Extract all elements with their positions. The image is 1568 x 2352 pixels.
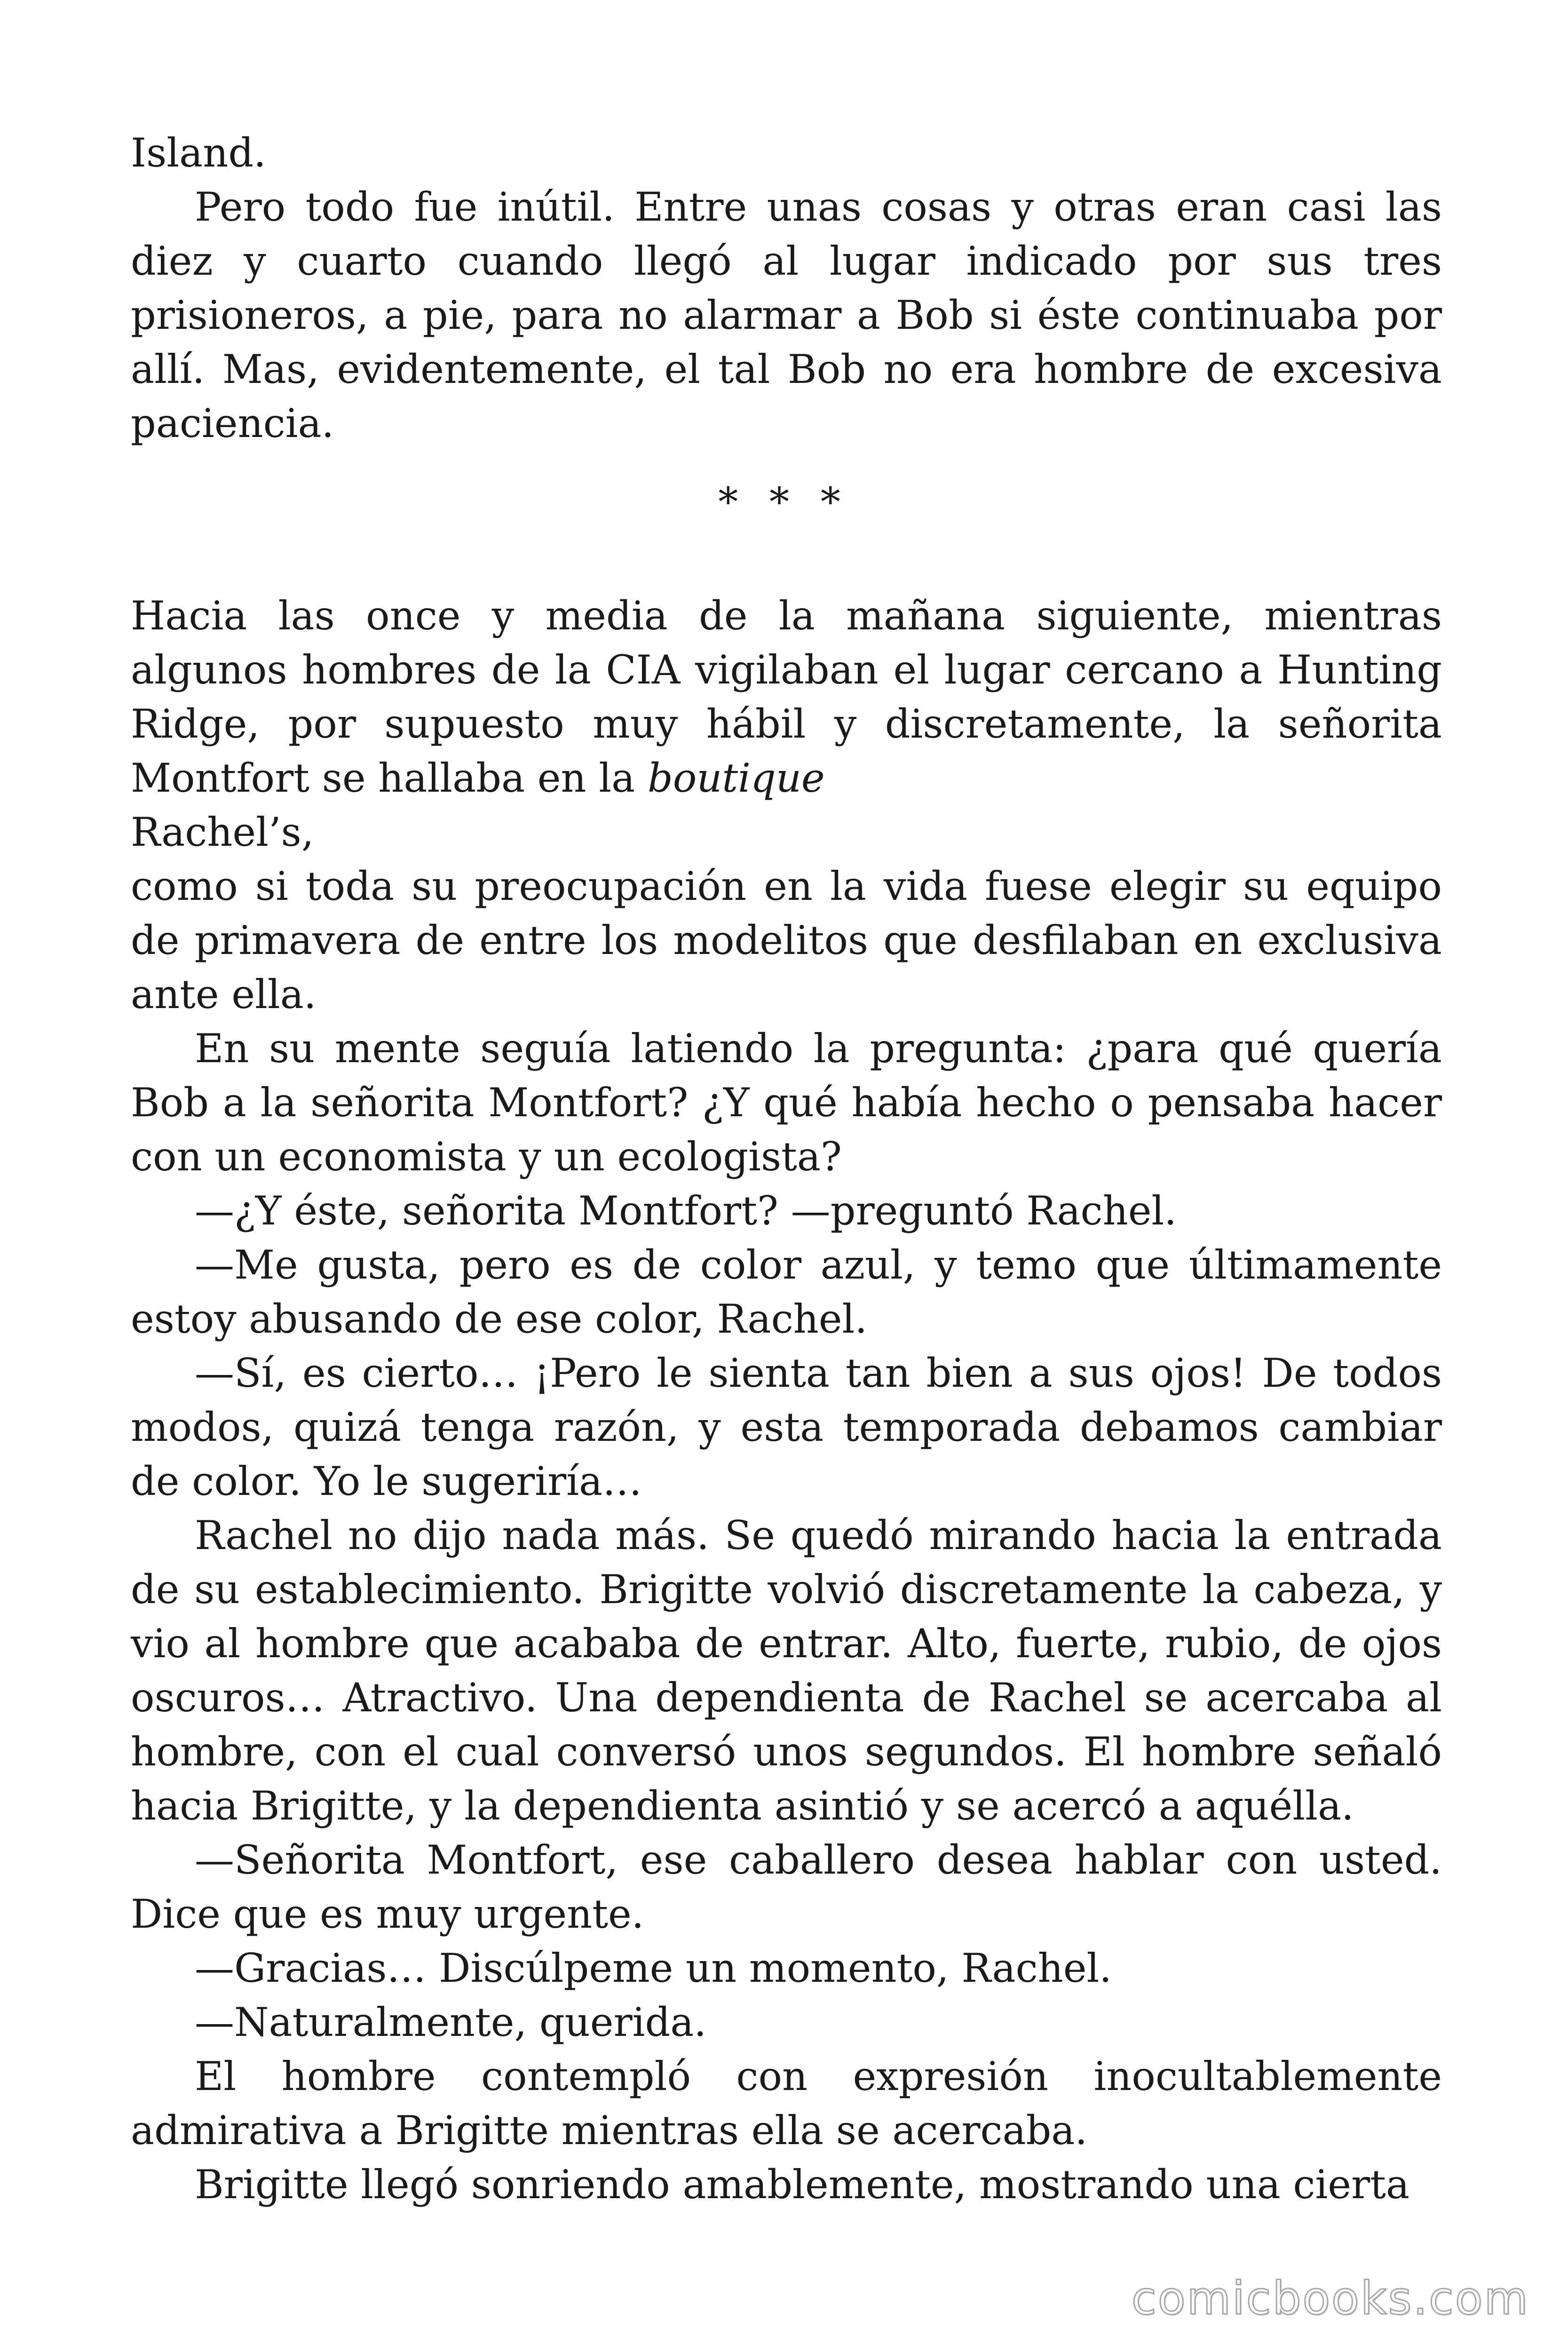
paragraph-hacia-text: Hacia las once y media de la mañana siguiente, mientras algunos hombres de la CIA vigilaban el lugar cercano a Hunting Ridge, por supuesto muy hábil y discretamente, la señorita Montfort se hallaba en la [131, 593, 1442, 801]
dialogue-gracias: —Gracias… Discúlpeme un momento, Rachel. [195, 1945, 1112, 1991]
paragraph-en-su-mente: En su mente seguía latiendo la pregunta: ¿para qué quería Bob a la señorita Montfort? ¿Y qué había hecho o pensaba hacer con un economista y un ecologista? [131, 1025, 1442, 1180]
dialogue-y-este: —¿Y éste, señorita Montfort? —preguntó Rachel. [195, 1188, 1177, 1234]
dialogue-naturalmente: —Naturalmente, querida. [195, 1999, 707, 2045]
dialogue-me-gusta: —Me gusta, pero es de color azul, y temo que últimamente estoy abusando de ese color, Rachel. [131, 1242, 1442, 1342]
dialogue-si-es-cierto: —Sí, es cierto… ¡Pero le sienta tan bien a sus ojos! De todos modos, quizá tenga razón, y esta temporada debamos cambiar de color. Yo le sugeriría… [131, 1350, 1442, 1504]
line-rachels: Rachel’s, [131, 809, 314, 855]
text-block-main [131, 589, 1442, 2212]
paragraph-hacia-las-once [131, 589, 1442, 805]
paragraph-el-hombre: El hombre contempló con expresión inocultablemente admirativa a Brigitte mientras ella se acercaba. [131, 2053, 1442, 2153]
paragraph-pero-todo: Pero todo fue inútil. Entre unas cosas y otras eran casi las diez y cuarto cuando llegó al lugar indicado por sus tres prisioneros, a pie, para no alarmar a Bob si éste continuaba por allí. Mas, evidentemente, el tal Bob no era hombre de excesiva paciencia. [131, 184, 1442, 446]
paragraph-rachel-no-dijo: Rachel no dijo nada más. Se quedó mirando hacia la entrada de su establecimiento. Brigitte volvió discretamente la cabeza, y vio al hombre que acababa de entrar. Alto, fuerte, rubio, de ojos oscuros… Atractivo. Una dependienta de Rachel se acercaba al hombre, con el cual conversó unos segundos. El hombre señaló hacia Brigitte, y la dependienta asintió y se acercó a aquélla. [131, 1512, 1442, 1829]
watermark: comicbooks.com [1131, 2272, 1529, 2325]
scene-separator: * * * [718, 479, 850, 525]
text-block-top [131, 126, 1442, 451]
dialogue-senorita-montfort: —Señorita Montfort, ese caballero desea hablar con usted. Dice que es muy urgente. [131, 1837, 1442, 1937]
paragraph-brigitte-llego: Brigitte llegó sonriendo amablemente, mostrando una cierta [195, 2161, 1410, 2208]
paragraph-como-si: como si toda su preocupación en la vida fuese elegir su equipo de primavera de entre los modelitos que desfilaban en exclusiva ante ella. [131, 863, 1442, 1017]
paragraph-island: Island. [131, 130, 266, 176]
boutique-emphasis: boutique [647, 755, 825, 801]
